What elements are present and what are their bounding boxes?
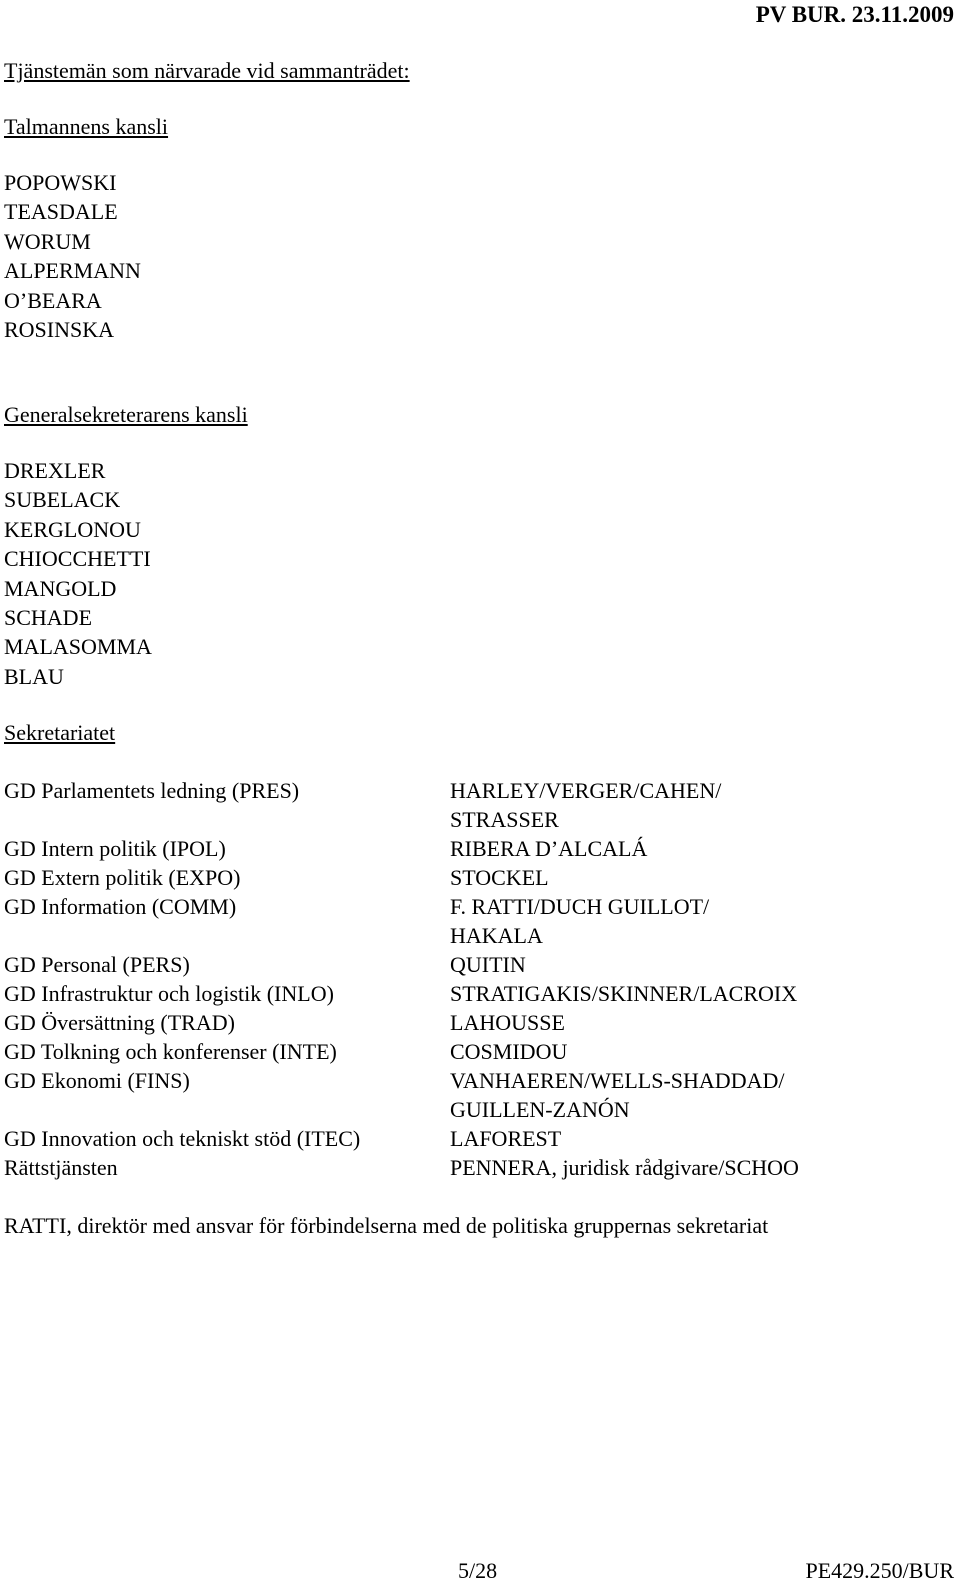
department-label: GD Innovation och tekniskt stöd (ITEC) bbox=[4, 1126, 361, 1151]
attendees-heading: Tjänstemän som närvarade vid sammanträdet: bbox=[4, 58, 410, 83]
responsible-names: F. RATTI/DUCH GUILLOT/ bbox=[450, 894, 710, 919]
responsible-names: STRASSER bbox=[450, 807, 559, 832]
department-label: GD Intern politik (IPOL) bbox=[4, 836, 226, 861]
gensek-name-list bbox=[4, 456, 152, 691]
gensek-name: MALASOMMA bbox=[4, 634, 152, 660]
responsible-names: STOCKEL bbox=[450, 865, 549, 890]
responsible-names: HARLEY/VERGER/CAHEN/ bbox=[450, 778, 722, 803]
department-label: GD Information (COMM) bbox=[4, 894, 237, 919]
gensek-name: SCHADE bbox=[4, 604, 93, 630]
talman-name-list bbox=[4, 168, 141, 344]
talman-name: WORUM bbox=[4, 228, 91, 254]
responsible-names: LAFOREST bbox=[450, 1126, 562, 1151]
gensek-name: MANGOLD bbox=[4, 575, 117, 601]
gensek-name: KERGLONOU bbox=[4, 516, 141, 542]
responsible-names: HAKALA bbox=[450, 923, 543, 948]
talman-name: POPOWSKI bbox=[4, 170, 117, 195]
responsible-names: QUITIN bbox=[450, 952, 526, 977]
document-reference: PV BUR. 23.11.2009 bbox=[755, 2, 954, 27]
gensek-name: CHIOCCHETTI bbox=[4, 546, 151, 572]
footer-document-id: PE429.250/BUR bbox=[805, 1558, 954, 1583]
secretariat-heading: Sekretariatet bbox=[4, 720, 116, 745]
gensek-name: DREXLER bbox=[4, 458, 106, 483]
talman-name: O’BEARA bbox=[4, 287, 102, 313]
closing-line: RATTI, direktör med ansvar för förbindelserna med de politiska gruppernas sekretariat bbox=[4, 1213, 769, 1238]
responsible-names: RIBERA D’ALCALÁ bbox=[450, 836, 648, 861]
department-label: Rättstjänsten bbox=[4, 1155, 118, 1180]
department-label: GD Parlamentets ledning (PRES) bbox=[4, 778, 300, 803]
gensek-name: BLAU bbox=[4, 663, 64, 689]
talman-name: ALPERMANN bbox=[4, 258, 141, 284]
department-label: GD Ekonomi (FINS) bbox=[4, 1068, 190, 1093]
department-label: GD Personal (PERS) bbox=[4, 952, 190, 977]
department-label: GD Översättning (TRAD) bbox=[4, 1010, 235, 1035]
department-label: GD Tolkning och konferenser (INTE) bbox=[4, 1039, 337, 1064]
department-label: GD Infrastruktur och logistik (INLO) bbox=[4, 981, 334, 1006]
gensek-heading: Generalsekreterarens kansli bbox=[4, 402, 248, 427]
talman-heading: Talmannens kansli bbox=[4, 114, 169, 139]
responsible-names: COSMIDOU bbox=[450, 1039, 568, 1064]
department-label: GD Extern politik (EXPO) bbox=[4, 865, 241, 890]
responsible-names: VANHAEREN/WELLS-SHADDAD/ bbox=[450, 1068, 785, 1093]
talman-name: ROSINSKA bbox=[4, 316, 115, 342]
gensek-name: SUBELACK bbox=[4, 487, 121, 513]
responsible-names: STRATIGAKIS/SKINNER/LACROIX bbox=[450, 981, 798, 1006]
page-number: 5/28 bbox=[458, 1558, 498, 1583]
responsible-names: LAHOUSSE bbox=[450, 1010, 565, 1035]
talman-name: TEASDALE bbox=[4, 199, 118, 225]
responsible-names: GUILLEN-ZANÓN bbox=[450, 1097, 630, 1122]
responsible-names: PENNERA, juridisk rådgivare/SCHOO bbox=[450, 1155, 799, 1180]
